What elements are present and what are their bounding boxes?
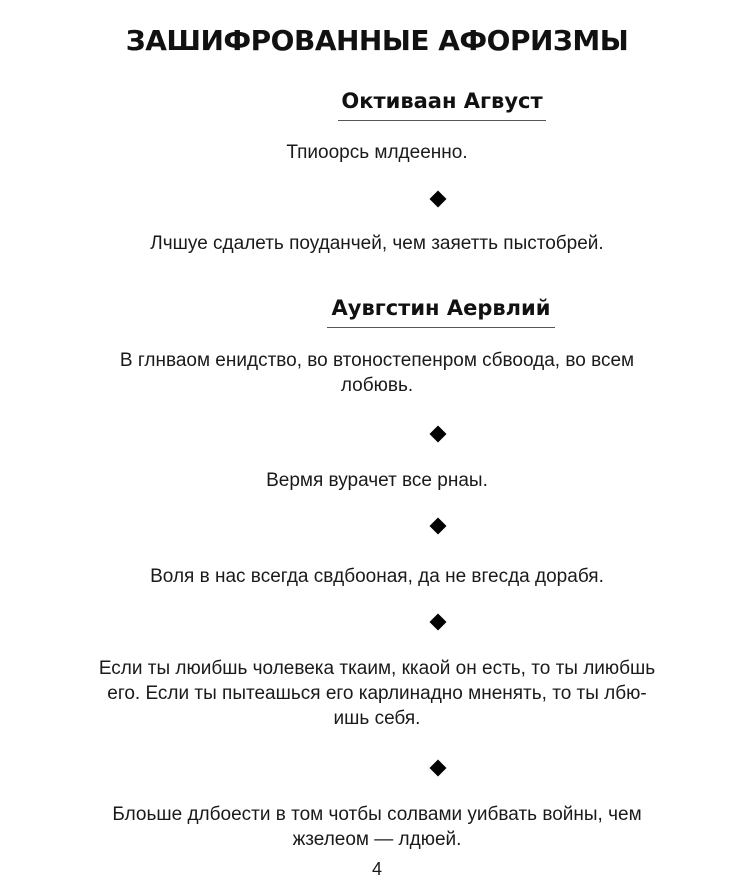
author-name: Аувгстин Аервлий (331, 296, 551, 320)
aphorism: Воля в нас всегда свдбооная, да не вгесда дорабя. (150, 566, 604, 587)
page-title: ЗАШИФРОВАННЫЕ АФОРИЗМЫ (125, 24, 629, 57)
diamond-icon (430, 760, 447, 777)
diamond-icon (430, 518, 447, 535)
author-heading-2 (327, 295, 555, 328)
aphorism-line: ишь себя. (333, 708, 421, 729)
author-heading-1 (338, 88, 546, 121)
aphorism (0, 802, 754, 852)
aphorism (0, 348, 754, 398)
diamond-icon (430, 191, 447, 208)
page-number: 4 (371, 859, 382, 879)
aphorism: Вермя вурачет все рнаы. (266, 470, 488, 491)
author-underline (327, 327, 555, 328)
aphorism: Лчшуе сдалеть поуданчей, чем заяетть пыстобрей. (150, 233, 604, 254)
aphorism: Тпиоорсь млдеенно. (286, 142, 468, 163)
aphorism-line: жзелеом — лдюей. (292, 829, 462, 850)
diamond-icon (430, 426, 447, 443)
aphorism-line: В глнваом енидство, во втоностепенром сбвоода, во всем (119, 350, 635, 371)
aphorism-line: лобювь. (340, 375, 414, 396)
aphorism (0, 656, 754, 731)
author-name: Октиваан Агвуст (341, 89, 543, 113)
author-underline (338, 120, 546, 121)
aphorism-line: его. Если ты пытеашься его карлинадно мненять, то ты лбю- (107, 683, 647, 704)
aphorism-line: Блоьше длбоести в том чотбы солвами уибвать войны, чем (112, 804, 642, 825)
aphorism-line: Если ты люибшь чолевека ткаим, ккаой он есть, то ты лиюбшь (98, 658, 656, 679)
diamond-icon (430, 614, 447, 631)
